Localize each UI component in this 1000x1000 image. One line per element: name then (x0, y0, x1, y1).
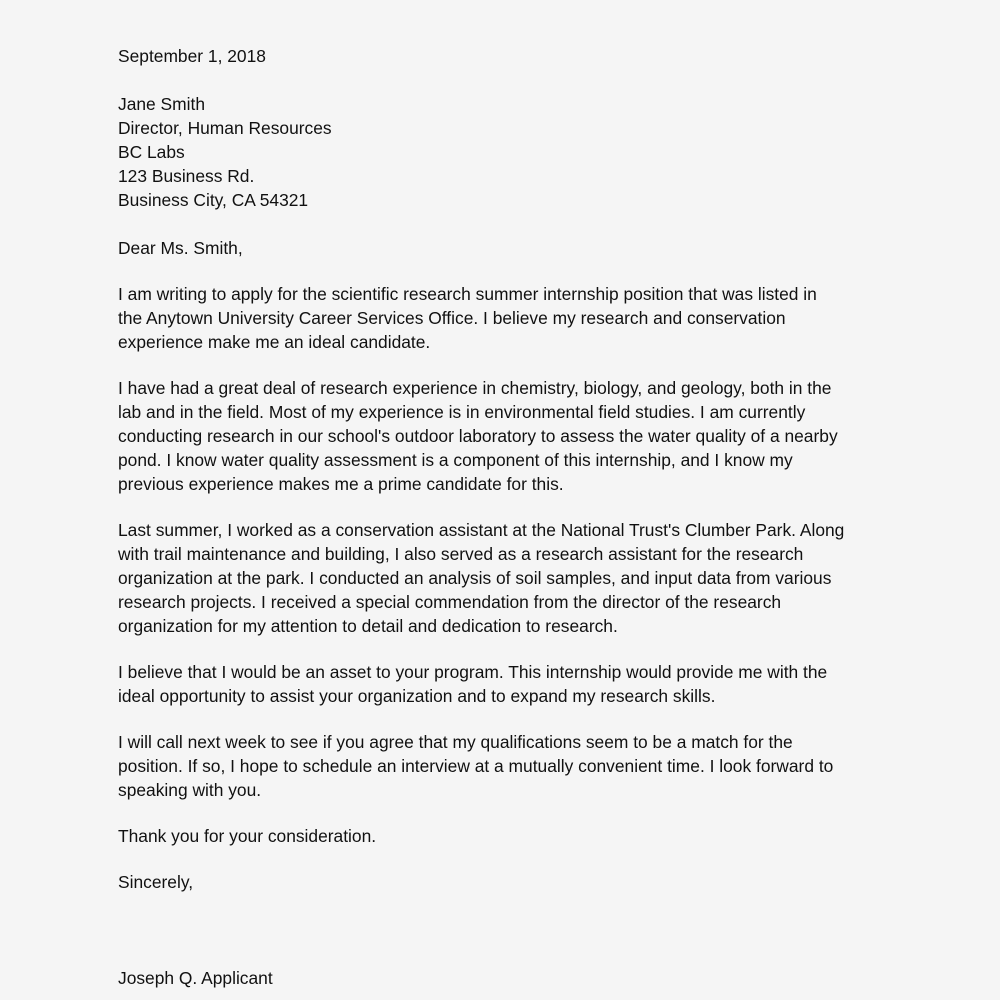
paragraph-line: previous experience makes me a prime candidate for this. (118, 474, 564, 494)
letter-date: September 1, 2018 (118, 46, 266, 66)
paragraph-line: I am writing to apply for the scientific research summer internship position that was listed in (118, 284, 817, 304)
paragraph-follow-up (118, 730, 878, 802)
closing: Sincerely, (118, 872, 194, 892)
cover-letter (118, 44, 878, 990)
paragraph-previous-role (118, 518, 878, 638)
paragraph-line: organization at the park. I conducted an analysis of soil samples, and input data from various (118, 568, 832, 588)
paragraph-thanks (118, 824, 878, 848)
paragraph-line: lab and in the field. Most of my experience is in environmental field studies. I am currently (118, 402, 806, 422)
paragraph-experience (118, 376, 878, 496)
paragraph-line: speaking with you. (118, 780, 262, 800)
paragraph-line: pond. I know water quality assessment is a component of this internship, and I know my (118, 450, 793, 470)
paragraph-line: I believe that I would be an asset to your program. This internship would provide me with the (118, 662, 828, 682)
paragraph-line: I will call next week to see if you agree that my qualifications seem to be a match for the (118, 732, 793, 752)
paragraph-line: organization for my attention to detail and dedication to research. (118, 616, 618, 636)
paragraph-line: experience make me an ideal candidate. (118, 332, 431, 352)
paragraph-line: the Anytown University Career Services Office. I believe my research and conservation (118, 308, 786, 328)
recipient-name: Jane Smith (118, 94, 205, 114)
paragraph-line: with trail maintenance and building, I also served as a research assistant for the research (118, 544, 804, 564)
recipient-title: Director, Human Resources (118, 118, 332, 138)
paragraph-intro (118, 282, 878, 354)
paragraph-line: Last summer, I worked as a conservation assistant at the National Trust's Clumber Park. Along (118, 520, 845, 540)
paragraph-line: research projects. I received a special commendation from the director of the research (118, 592, 782, 612)
paragraph-value (118, 660, 878, 708)
paragraph-line: I have had a great deal of research experience in chemistry, biology, and geology, both in the (118, 378, 832, 398)
paragraph-line: conducting research in our school's outdoor laboratory to assess the water quality of a nearby (118, 426, 838, 446)
recipient-address (118, 92, 878, 212)
recipient-street: 123 Business Rd. (118, 166, 255, 186)
recipient-company: BC Labs (118, 142, 185, 162)
paragraph-line: ideal opportunity to assist your organization and to expand my research skills. (118, 686, 716, 706)
signature-name: Joseph Q. Applicant (118, 968, 273, 988)
paragraph-line: Thank you for your consideration. (118, 826, 377, 846)
paragraph-line: position. If so, I hope to schedule an interview at a mutually convenient time. I look forward to (118, 756, 834, 776)
recipient-city: Business City, CA 54321 (118, 190, 309, 210)
salutation: Dear Ms. Smith, (118, 238, 243, 258)
